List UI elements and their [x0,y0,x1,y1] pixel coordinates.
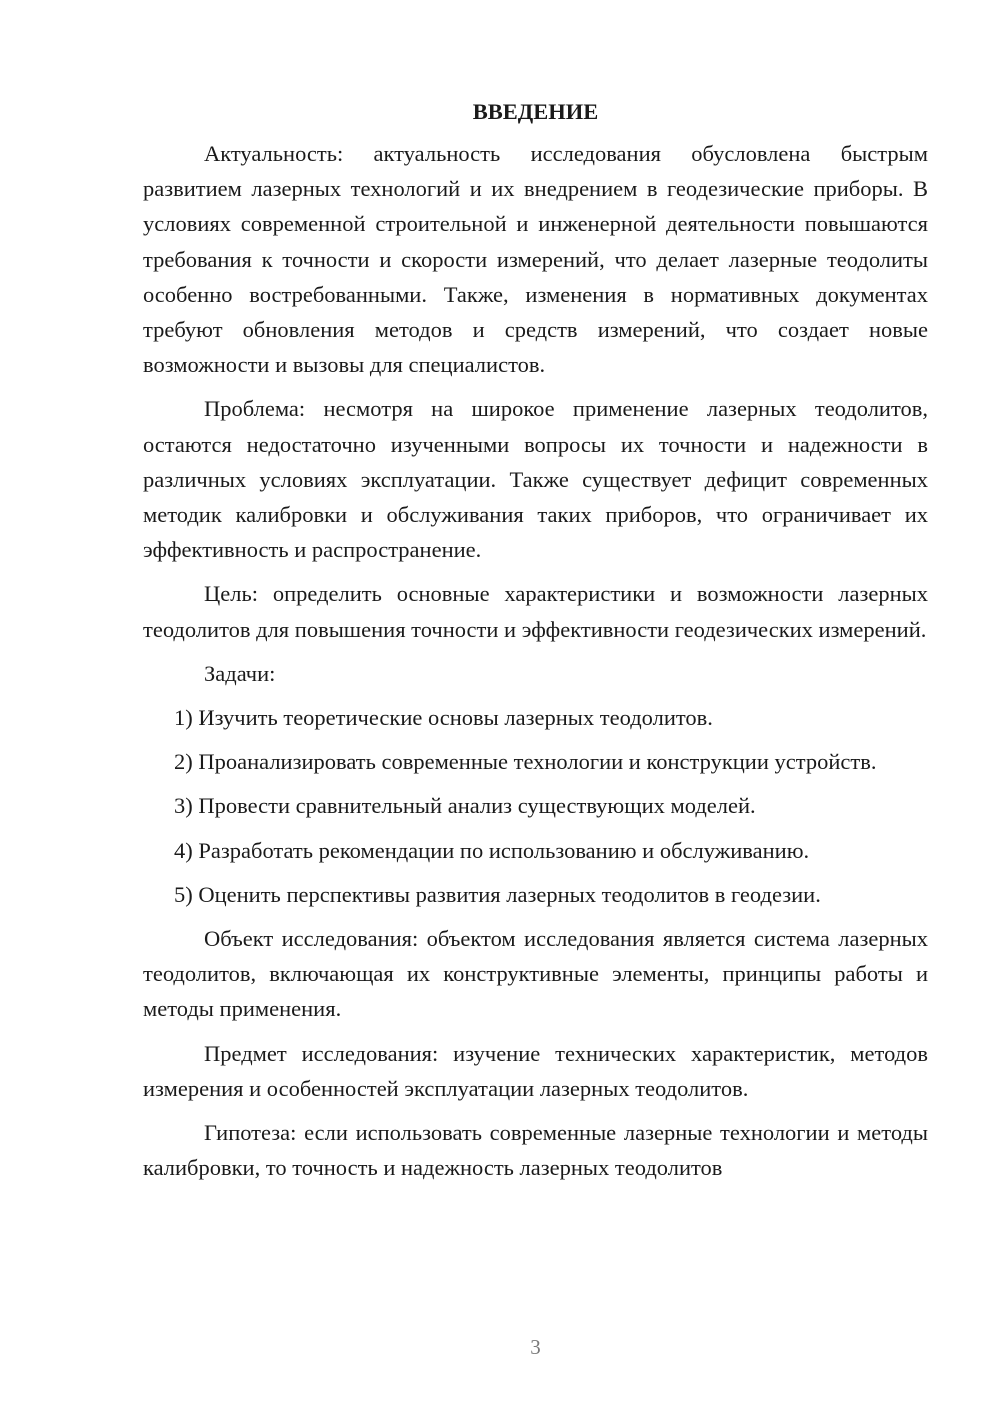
relevance-paragraph: Актуальность: актуальность исследования обусловлена быстрым развитием лазерных технологий и их внедрением в геодезические приборы. В условиях современной строительной и инженерной деятельности повышаются требования к точности и скорости измерений, что делает лазерные теодолиты особенно востребованными. Также, изменения в нормативных документах требуют обновления методов и средств измерений, что создает новые возможности и вызовы для специалистов. [143,141,928,378]
task-item-5: 5) Оценить перспективы развития лазерных теодолитов в геодезии. [174,881,821,907]
hypothesis-paragraph: Гипотеза: если использовать современные лазерные технологии и методы калибровки, то точность и надежность лазерных теодолитов [143,1120,928,1181]
section-title: ВВЕДЕНИЕ [472,99,599,124]
goal-paragraph: Цель: определить основные характеристики и возможности лазерных теодолитов для повышения точности и эффективности геодезических измерений. [143,581,928,642]
problem-paragraph: Проблема: несмотря на широкое применение лазерных теодолитов, остаются недостаточно изученными вопросы их точности и надежности в различных условиях эксплуатации. Также существует дефицит современных методик калибровки и обслуживания таких приборов, что ограничивает их эффективность и распространение. [143,396,928,563]
page-body [143,97,928,1194]
task-item-2: 2) Проанализировать современные технологии и конструкции устройств. [174,749,877,775]
task-item-1: 1) Изучить теоретические основы лазерных теодолитов. [174,705,713,731]
subject-paragraph: Предмет исследования: изучение технических характеристик, методов измерения и особенностей эксплуатации лазерных теодолитов. [143,1040,928,1101]
page-number: 3 [530,1335,541,1359]
tasks-heading: Задачи: [204,660,276,686]
task-item-3: 3) Провести сравнительный анализ существующих моделей. [174,793,756,819]
object-paragraph: Объект исследования: объектом исследования является система лазерных теодолитов, включающая их конструктивные элементы, принципы работы и методы применения. [143,926,928,1022]
task-item-4: 4) Разработать рекомендации по использованию и обслуживанию. [174,837,810,863]
